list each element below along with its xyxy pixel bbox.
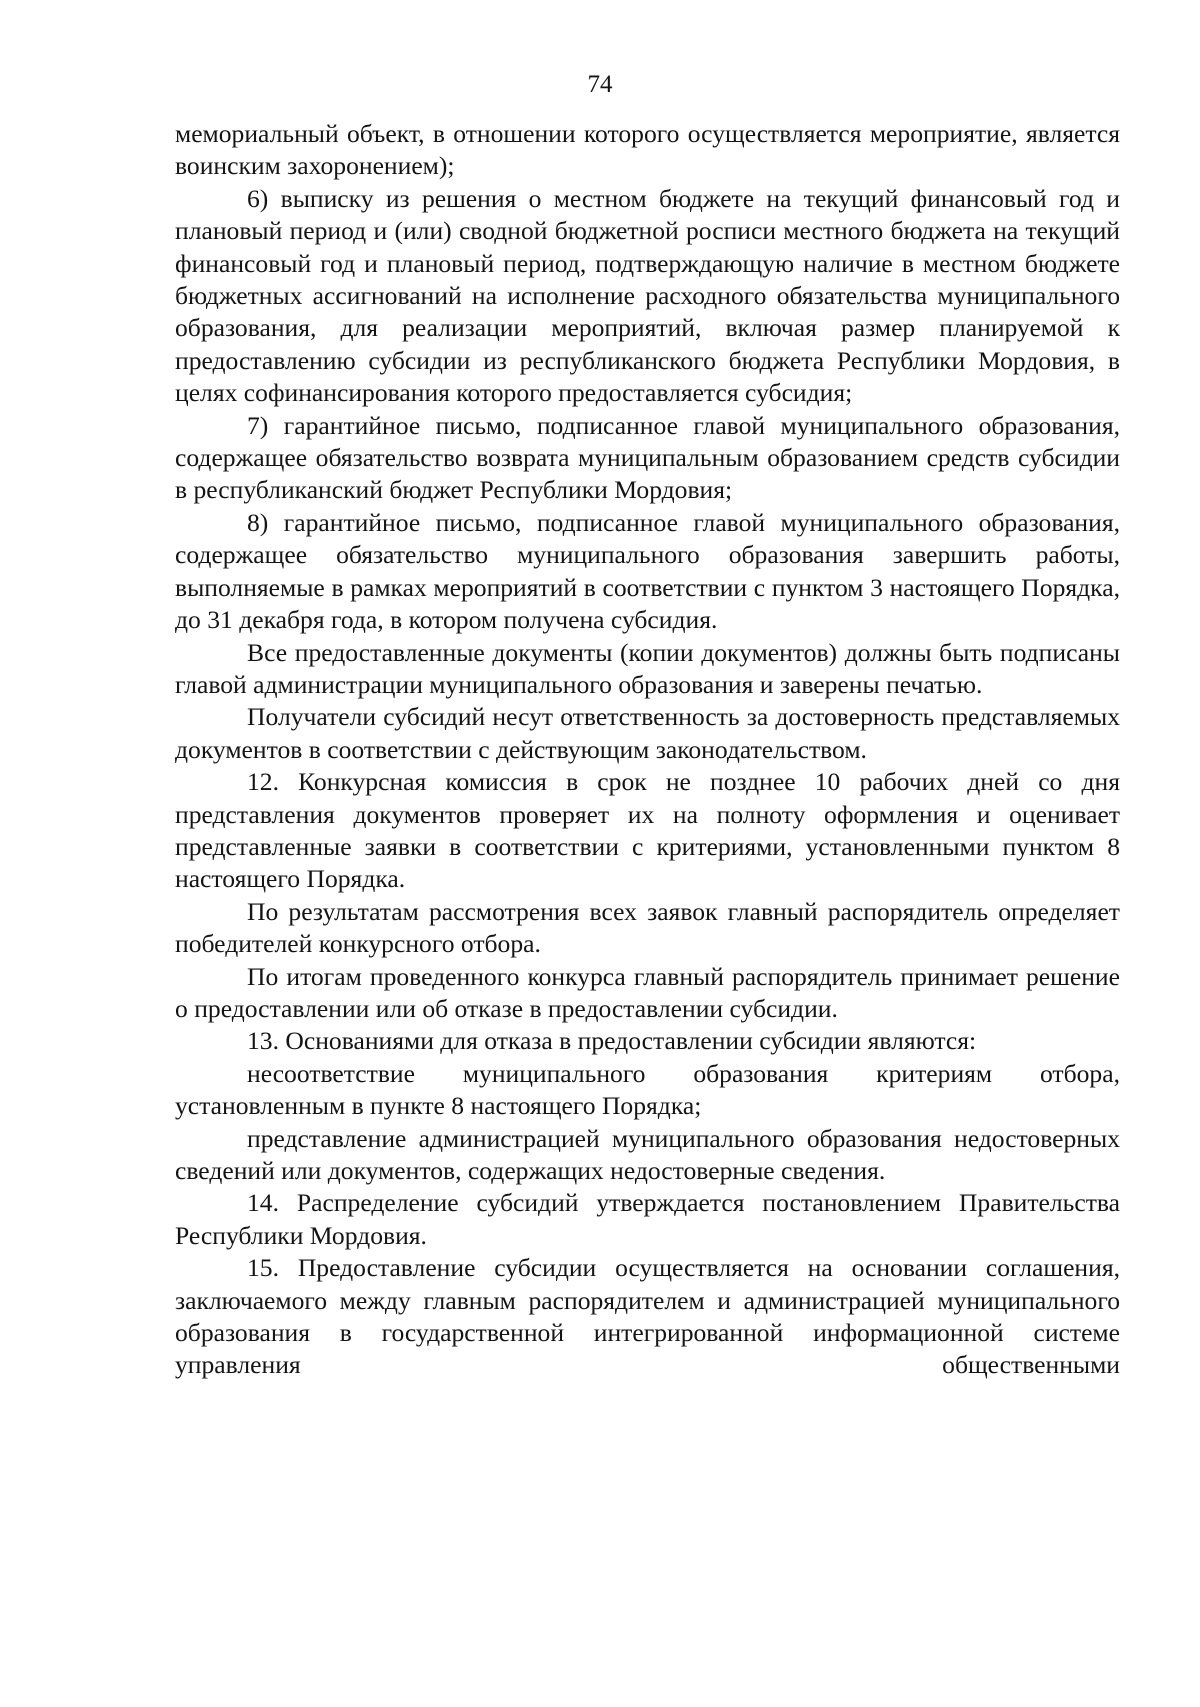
paragraph-continuation: мемориальный объект, в отношении которого осуществляется мероприятие, является воинским захоронением); bbox=[175, 119, 1120, 181]
paragraph-clause-14: 14. Распределение субсидий утверждается постановлением Правительства Республики Мордовия. bbox=[175, 1188, 1120, 1250]
paragraph-responsibility: Получатели субсидий несут ответственность за достоверность представляемых документов в соответствии с действующим законодательством. bbox=[175, 702, 1120, 764]
page-number: 74 bbox=[587, 71, 613, 98]
paragraph-clause-12: 12. Конкурсная комиссия в срок не позднее 10 рабочих дней со дня представления документов проверяет их на полноту оформления и оценивает представленные заявки в соответствии с критериями, установленными пунктом 8 настоящего Порядка. bbox=[175, 767, 1120, 894]
paragraph-refusal-reason-2: представление администрацией муниципального образования недостоверных сведений или документов, содержащих недостоверные сведения. bbox=[175, 1123, 1120, 1185]
paragraph-item-8: 8) гарантийное письмо, подписанное главой муниципального образования, содержащее обязательство муниципального образования завершить работы, выполняемые в рамках мероприятий в соответствии с пунктом 3 настоящего Порядка, до 31 декабря года, в котором получена субсидия. bbox=[175, 507, 1120, 635]
paragraph-clause-15: 15. Предоставление субсидии осуществляется на основании соглашения, заключаемого между главным распорядителем и администрацией муниципального образования в государственной интегрированной информационной системе управления общественными bbox=[175, 1253, 1120, 1380]
paragraph-item-7: 7) гарантийное письмо, подписанное главой муниципального образования, содержащее обязательство возврата муниципальным образованием средств субсидии в республиканский бюджет Республики Мордовия; bbox=[175, 410, 1120, 505]
paragraph-clause-13: 13. Основаниями для отказа в предоставлении субсидии являются: bbox=[247, 1026, 977, 1056]
paragraph-item-6: 6) выписку из решения о местном бюджете на текущий финансовый год и плановый период и (или) сводной бюджетной росписи местного бюджета на текущий финансовый год и плановый период, подтверждающую наличие в местном бюджете бюджетных ассигнований на исполнение расходного обязательства муниципального образования, для реализации мероприятий, включая размер планируемой к предоставлению субсидии из республиканского бюджета Республики Мордовия, в целях софинансирования которого предоставляется субсидия; bbox=[175, 183, 1120, 408]
document-body bbox=[175, 118, 1120, 1382]
paragraph-winners: По результатам рассмотрения всех заявок главный распорядитель определяет победителей конкурсного отбора. bbox=[175, 896, 1120, 959]
paragraph-documents-signed: Все предоставленные документы (копии документов) должны быть подписаны главой администрации муниципального образования и заверены печатью. bbox=[175, 637, 1120, 699]
paragraph-refusal-reason-1: несоответствие муниципального образования критериям отбора, установленным в пункте 8 настоящего Порядка; bbox=[175, 1058, 1120, 1121]
paragraph-decision: По итогам проведенного конкурса главный распорядитель принимает решение о предоставлении или об отказе в предоставлении субсидии. bbox=[175, 961, 1120, 1023]
